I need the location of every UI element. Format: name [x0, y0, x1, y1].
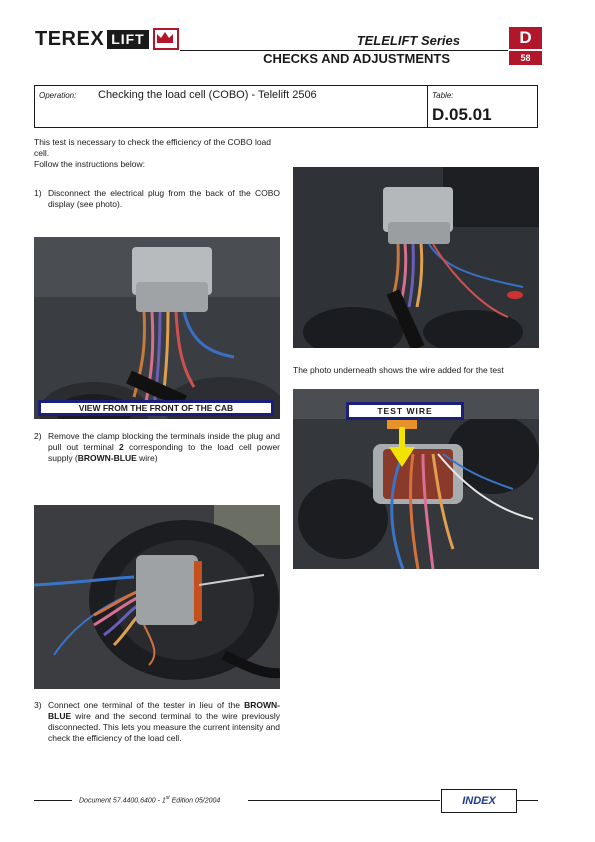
operation-box-divider [427, 85, 428, 128]
table-code: D.05.01 [432, 105, 492, 124]
operation-label: Operation: [39, 91, 77, 100]
step-2-terminal-number: 2 [119, 442, 124, 452]
series-title: TELELIFT Series [356, 33, 460, 48]
footer-document-info [79, 795, 220, 804]
footer-edition: Edition 05/2004 [169, 797, 221, 805]
step-3-text [48, 700, 280, 744]
photo-1-caption: VIEW FROM THE FRONT OF THE CAB [38, 400, 274, 416]
operation-title: Checking the load cell (COBO) - Telelift 2506 [98, 89, 317, 101]
footer-rule-middle [248, 800, 440, 801]
chapter-badge: D [509, 27, 542, 49]
step-3-wire-name: BROWN-BLUE [48, 700, 280, 721]
step-1-text: Disconnect the electrical plug from the back of the COBO display (see photo). [48, 188, 280, 209]
footer-doc-number: Document 57.4400.6400 - 1 [79, 797, 166, 805]
step-2-wire-name: BROWN-BLUE [77, 453, 137, 463]
index-button[interactable]: INDEX [441, 789, 517, 813]
test-wire-label: TEST WIRE [346, 402, 464, 420]
step-1 [34, 188, 280, 210]
footer-rule-right [517, 800, 538, 801]
step-1-number: 1) [34, 188, 42, 198]
intro-text [34, 137, 284, 170]
step-3-text-post: wire and the second terminal to the wire previously disconnected. This lets you measure the current intensity and check the efficiency of the load cell. [48, 711, 280, 743]
footer-edition-sup: st [165, 795, 170, 801]
terex-lift-logo [35, 28, 179, 50]
step-2 [34, 431, 280, 464]
intro-line-2: Follow the instructions below: [34, 159, 146, 169]
step-3 [34, 700, 280, 744]
section-title: CHECKS AND ADJUSTMENTS [263, 51, 450, 66]
logo-lift-text: LIFT [107, 30, 149, 49]
step-2-text-mid: corresponding to the load cell power supply ( [48, 442, 280, 463]
photo-plug-front-view [34, 237, 280, 419]
step-2-number: 2) [34, 431, 42, 441]
logo-text: TEREX [35, 28, 105, 50]
right-photo-caption: The photo underneath shows the wire added for the test [293, 365, 504, 375]
step-2-text-pre: Remove the clamp blocking the terminals inside the plug and pull out terminal [48, 431, 280, 452]
photo-plug-disconnected [293, 167, 539, 348]
table-label: Table: [432, 91, 454, 100]
photo-plug-terminal-removal [34, 505, 280, 689]
step-3-text-pre: Connect one terminal of the tester in lieu of the [48, 700, 245, 710]
footer-rule-left [34, 800, 72, 801]
intro-line-1: This test is necessary to check the efficiency of the COBO load cell. [34, 137, 272, 158]
step-2-text [48, 431, 280, 464]
step-2-text-post: wire) [136, 453, 158, 463]
step-3-number: 3) [34, 700, 42, 710]
page-number-badge: 58 [509, 51, 542, 65]
crown-icon [153, 28, 179, 50]
